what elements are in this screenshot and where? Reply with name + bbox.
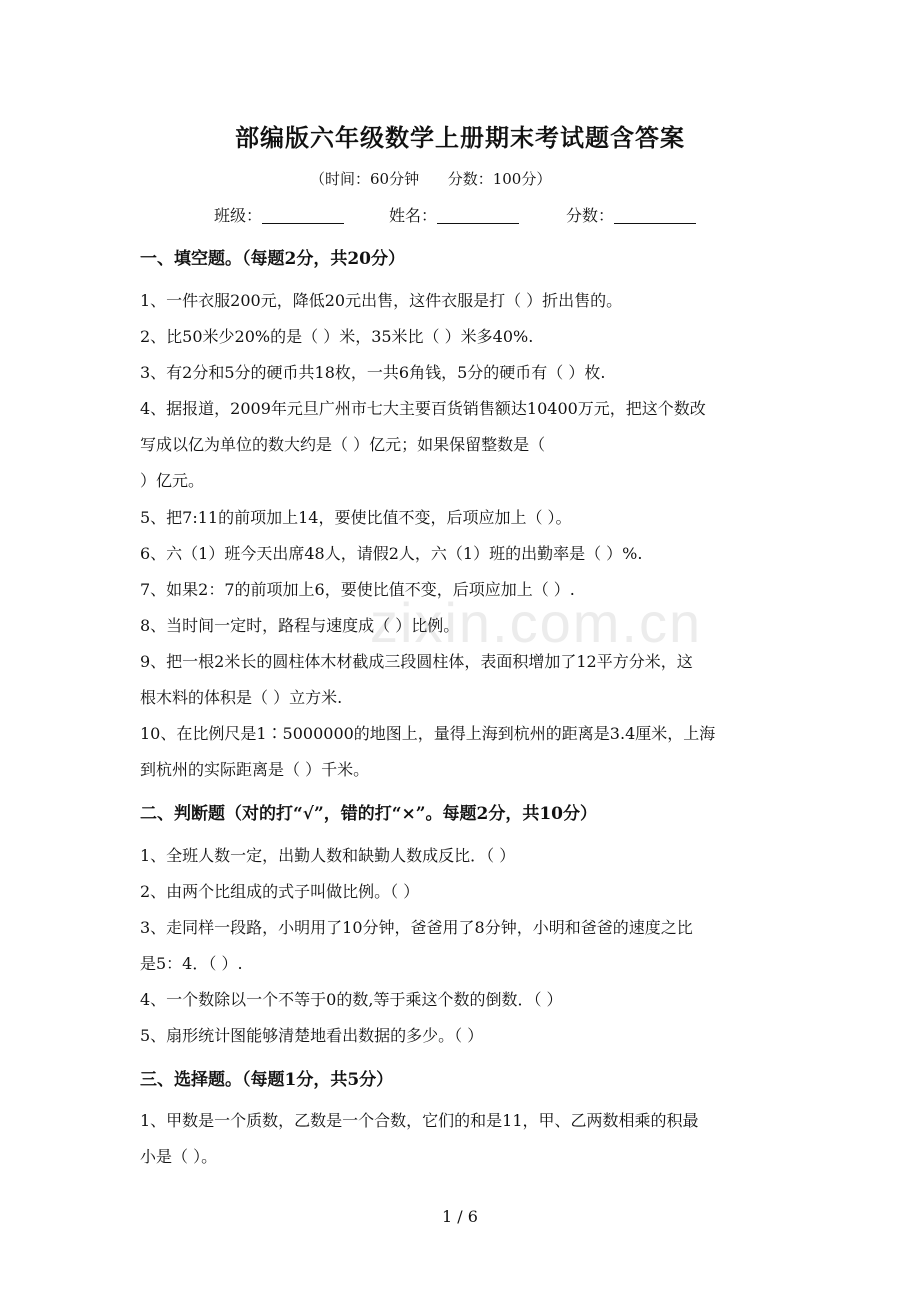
question-line: 10、在比例尺是1∶5000000的地图上，量得上海到杭州的距离是3.4厘米，上海 <box>140 724 716 743</box>
question-line: 小是（ ）。 <box>140 1147 218 1166</box>
name-label: 姓名： <box>389 206 438 225</box>
question-line: 1、甲数是一个质数，乙数是一个合数，它们的和是11，甲、乙两数相乘的积最 <box>140 1111 699 1130</box>
question-line: 1、全班人数一定，出勤人数和缺勤人数成反比．（ ） <box>140 846 516 865</box>
question-line: 写成以亿为单位的数大约是（ ）亿元；如果保留整数是（ <box>140 435 546 454</box>
question-line: 根木料的体积是（ ）立方米. <box>140 688 343 707</box>
question-line: 1、一件衣服200元，降低20元出售，这件衣服是打（ ）折出售的。 <box>140 291 623 310</box>
score-blank[interactable] <box>614 207 696 224</box>
section-heading-multiple-choice: 三、选择题。（每题1分，共5分） <box>140 1070 394 1090</box>
page-number: 1 / 6 <box>442 1207 478 1226</box>
question-line: 4、一个数除以一个不等于0的数,等于乘这个数的倒数．（ ） <box>140 990 563 1009</box>
question-line: 3、有2分和5分的硬币共18枚，一共6角钱，5分的硬币有（ ）枚. <box>140 363 606 382</box>
question-line: 6、六（1）班今天出席48人，请假2人，六（1）班的出勤率是（ ）%. <box>140 544 643 563</box>
name-field <box>389 203 519 226</box>
watermark: zixin.com.cn <box>370 591 703 654</box>
page-title: 部编版六年级数学上册期末考试题含答案 <box>235 123 685 152</box>
section-heading-true-false: 二、判断题（对的打“√”，错的打“×”。每题2分，共10分） <box>140 804 598 824</box>
question-line: 7、如果2：7的前项加上6，要使比值不变，后项应加上（ ）. <box>140 580 575 599</box>
question-line: 9、把一根2米长的圆柱体木材截成三段圆柱体，表面积增加了12平方分米，这 <box>140 652 693 671</box>
question-line: 3、走同样一段路，小明用了10分钟，爸爸用了8分钟，小明和爸爸的速度之比 <box>140 918 693 937</box>
question-line: 8、当时间一定时，路程与速度成（ ）比例。 <box>140 616 460 635</box>
question-line: 是5：4．（ ）. <box>140 954 243 973</box>
question-line: 5、把7:11的前项加上14，要使比值不变，后项应加上（ ）。 <box>140 508 572 527</box>
question-line: 到杭州的实际距离是（ ）千米。 <box>140 760 370 779</box>
question-line: 5、扇形统计图能够清楚地看出数据的多少。（ ） <box>140 1026 484 1045</box>
class-field <box>214 203 344 226</box>
class-blank[interactable] <box>262 207 344 224</box>
question-line: 2、比50米少20%的是（ ）米，35米比（ ）米多40%. <box>140 327 534 346</box>
question-line: ）亿元。 <box>140 471 205 490</box>
exam-subtitle: （时间：60分钟 分数：100分） <box>310 170 552 188</box>
score-label: 分数： <box>566 206 615 225</box>
class-label: 班级： <box>214 206 263 225</box>
score-field <box>566 203 696 226</box>
question-line: 2、由两个比组成的式子叫做比例。（ ） <box>140 882 420 901</box>
name-blank[interactable] <box>437 207 519 224</box>
question-line: 4、据报道，2009年元旦广州市七大主要百货销售额达10400万元，把这个数改 <box>140 399 706 418</box>
section-heading-fill-blank: 一、填空题。（每题2分，共20分） <box>140 249 405 269</box>
